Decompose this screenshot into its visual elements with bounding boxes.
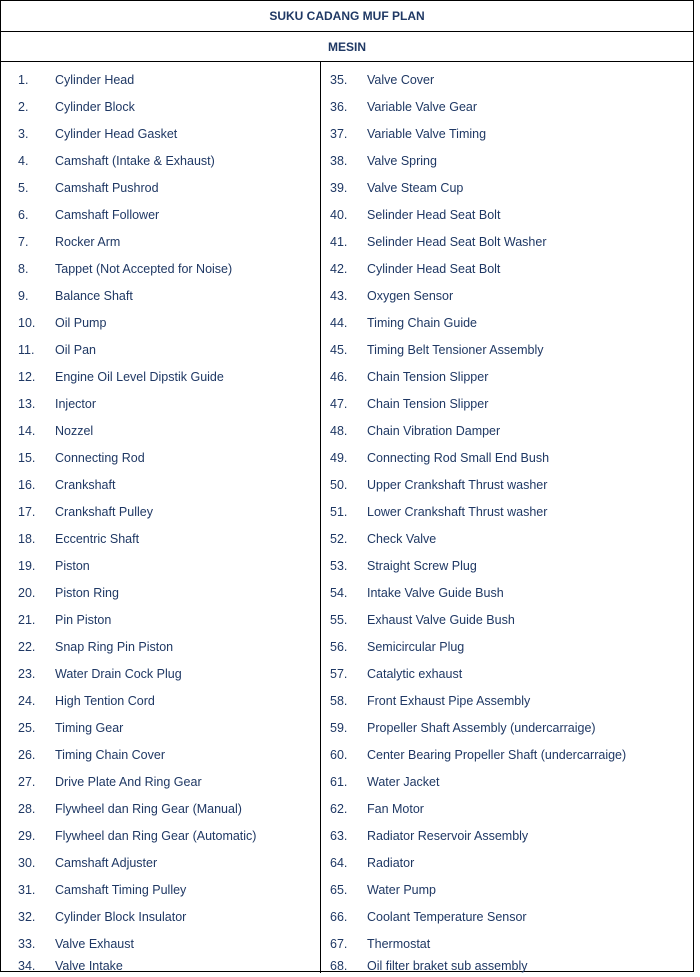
item-label: Camshaft Follower xyxy=(55,208,160,222)
item-number: 40. xyxy=(330,208,348,222)
item-number: 9. xyxy=(18,289,29,303)
item-label: Fan Motor xyxy=(367,802,424,816)
item-label: Timing Gear xyxy=(55,721,124,735)
item-label: Connecting Rod Small End Bush xyxy=(367,451,550,465)
item-label: Eccentric Shaft xyxy=(55,532,140,546)
item-label: Thermostat xyxy=(367,937,431,951)
item-label: Exhaust Valve Guide Bush xyxy=(367,613,515,627)
item-number: 29. xyxy=(18,829,36,843)
left-column xyxy=(1,62,321,973)
item-label: Rocker Arm xyxy=(55,235,121,249)
item-number: 52. xyxy=(330,532,348,546)
item-number: 13. xyxy=(18,397,36,411)
item-label: Semicircular Plug xyxy=(367,640,465,654)
item-label: Radiator xyxy=(367,856,415,870)
section-header-row xyxy=(1,32,693,62)
item-number: 56. xyxy=(330,640,348,654)
item-number: 12. xyxy=(18,370,36,384)
item-label: Front Exhaust Pipe Assembly xyxy=(367,694,531,708)
item-number: 54. xyxy=(330,586,348,600)
item-label: Upper Crankshaft Thrust washer xyxy=(367,478,548,492)
item-number: 31. xyxy=(18,883,36,897)
item-number: 25. xyxy=(18,721,36,735)
item-number: 4. xyxy=(18,154,29,168)
item-label: Piston xyxy=(55,559,90,573)
item-label: Crankshaft xyxy=(55,478,116,492)
item-number: 57. xyxy=(330,667,348,681)
item-number: 37. xyxy=(330,127,348,141)
item-label: High Tention Cord xyxy=(55,694,155,708)
item-number: 18. xyxy=(18,532,36,546)
item-label: Water Drain Cock Plug xyxy=(55,667,182,681)
item-number: 44. xyxy=(330,316,348,330)
item-label: Camshaft Timing Pulley xyxy=(55,883,187,897)
item-label: Camshaft (Intake & Exhaust) xyxy=(55,154,215,168)
item-label: Oil Pump xyxy=(55,316,107,330)
item-number: 39. xyxy=(330,181,348,195)
item-number: 5. xyxy=(18,181,29,195)
item-number: 22. xyxy=(18,640,36,654)
parts-list-body xyxy=(1,62,693,973)
table-title: SUKU CADANG MUF PLAN xyxy=(269,9,425,23)
item-label: Coolant Temperature Sensor xyxy=(367,910,527,924)
item-number: 60. xyxy=(330,748,348,762)
item-number: 10. xyxy=(18,316,36,330)
item-label: Selinder Head Seat Bolt Washer xyxy=(367,235,547,249)
item-label: Valve Intake xyxy=(55,959,123,973)
item-label: Water Pump xyxy=(367,883,437,897)
item-label: Engine Oil Level Dipstik Guide xyxy=(55,370,224,384)
item-label: Water Jacket xyxy=(367,775,440,789)
item-number: 66. xyxy=(330,910,348,924)
item-label: Intake Valve Guide Bush xyxy=(367,586,504,600)
item-number: 1. xyxy=(18,73,29,87)
item-number: 67. xyxy=(330,937,348,951)
item-label: Tappet (Not Accepted for Noise) xyxy=(55,262,233,276)
item-number: 43. xyxy=(330,289,348,303)
item-number: 65. xyxy=(330,883,348,897)
item-label: Lower Crankshaft Thrust washer xyxy=(367,505,548,519)
item-number: 20. xyxy=(18,586,36,600)
item-label: Catalytic exhaust xyxy=(367,667,463,681)
item-label: Cylinder Head Gasket xyxy=(55,127,178,141)
item-label: Variable Valve Timing xyxy=(367,127,487,141)
item-label: Snap Ring Pin Piston xyxy=(55,640,174,654)
item-number: 24. xyxy=(18,694,36,708)
item-number: 64. xyxy=(330,856,348,870)
item-label: Oil filter braket sub assembly xyxy=(367,959,528,973)
item-number: 49. xyxy=(330,451,348,465)
item-number: 34. xyxy=(18,959,36,973)
item-number: 15. xyxy=(18,451,36,465)
item-label: Injector xyxy=(55,397,96,411)
item-number: 46. xyxy=(330,370,348,384)
item-label: Balance Shaft xyxy=(55,289,133,303)
table-title-row xyxy=(1,1,693,32)
item-label: Cylinder Block Insulator xyxy=(55,910,187,924)
item-label: Timing Belt Tensioner Assembly xyxy=(367,343,544,357)
item-number: 42. xyxy=(330,262,348,276)
item-number: 2. xyxy=(18,100,29,114)
item-label: Selinder Head Seat Bolt xyxy=(367,208,501,222)
item-number: 50. xyxy=(330,478,348,492)
item-label: Straight Screw Plug xyxy=(367,559,477,573)
item-number: 47. xyxy=(330,397,348,411)
item-number: 45. xyxy=(330,343,348,357)
item-label: Timing Chain Guide xyxy=(367,316,478,330)
item-label: Cylinder Head Seat Bolt xyxy=(367,262,501,276)
item-number: 17. xyxy=(18,505,36,519)
item-number: 41. xyxy=(330,235,348,249)
item-number: 26. xyxy=(18,748,36,762)
item-number: 61. xyxy=(330,775,348,789)
item-label: Variable Valve Gear xyxy=(367,100,478,114)
item-label: Valve Spring xyxy=(367,154,437,168)
item-number: 32. xyxy=(18,910,36,924)
item-label: Chain Tension Slipper xyxy=(367,397,489,411)
item-label: Camshaft Adjuster xyxy=(55,856,158,870)
item-label: Piston Ring xyxy=(55,586,119,600)
item-label: Crankshaft Pulley xyxy=(55,505,153,519)
item-number: 63. xyxy=(330,829,348,843)
item-label: Center Bearing Propeller Shaft (undercarraige) xyxy=(367,748,627,762)
item-label: Valve Steam Cup xyxy=(367,181,464,195)
item-number: 58. xyxy=(330,694,348,708)
item-label: Valve Exhaust xyxy=(55,937,134,951)
item-number: 38. xyxy=(330,154,348,168)
item-number: 59. xyxy=(330,721,348,735)
item-number: 11. xyxy=(18,343,35,357)
item-label: Drive Plate And Ring Gear xyxy=(55,775,202,789)
item-label: Chain Vibration Damper xyxy=(367,424,501,438)
item-label: Connecting Rod xyxy=(55,451,145,465)
item-number: 23. xyxy=(18,667,36,681)
item-number: 27. xyxy=(18,775,36,789)
item-label: Check Valve xyxy=(367,532,437,546)
right-column xyxy=(321,62,693,973)
item-number: 62. xyxy=(330,802,348,816)
item-label: Cylinder Head xyxy=(55,73,135,87)
item-number: 36. xyxy=(330,100,348,114)
item-label: Pin Piston xyxy=(55,613,112,627)
item-label: Propeller Shaft Assembly (undercarraige) xyxy=(367,721,596,735)
item-number: 14. xyxy=(18,424,36,438)
item-number: 48. xyxy=(330,424,348,438)
item-number: 53. xyxy=(330,559,348,573)
item-label: Radiator Reservoir Assembly xyxy=(367,829,529,843)
item-label: Flywheel dan Ring Gear (Manual) xyxy=(55,802,242,816)
item-number: 7. xyxy=(18,235,29,249)
item-label: Chain Tension Slipper xyxy=(367,370,489,384)
item-number: 28. xyxy=(18,802,36,816)
item-number: 33. xyxy=(18,937,36,951)
item-label: Timing Chain Cover xyxy=(55,748,165,762)
item-label: Camshaft Pushrod xyxy=(55,181,159,195)
item-label: Oxygen Sensor xyxy=(367,289,454,303)
item-number: 3. xyxy=(18,127,29,141)
item-label: Nozzel xyxy=(55,424,94,438)
item-number: 35. xyxy=(330,73,348,87)
item-number: 16. xyxy=(18,478,36,492)
item-number: 21. xyxy=(18,613,36,627)
item-number: 30. xyxy=(18,856,36,870)
item-label: Oil Pan xyxy=(55,343,96,357)
item-label: Flywheel dan Ring Gear (Automatic) xyxy=(55,829,257,843)
item-number: 6. xyxy=(18,208,29,222)
item-number: 51. xyxy=(330,505,348,519)
item-number: 55. xyxy=(330,613,348,627)
item-number: 8. xyxy=(18,262,29,276)
section-title: MESIN xyxy=(327,39,366,54)
item-number: 68. xyxy=(330,959,348,973)
item-number: 19. xyxy=(18,559,36,573)
item-label: Valve Cover xyxy=(367,73,435,87)
item-label: Cylinder Block xyxy=(55,100,135,114)
